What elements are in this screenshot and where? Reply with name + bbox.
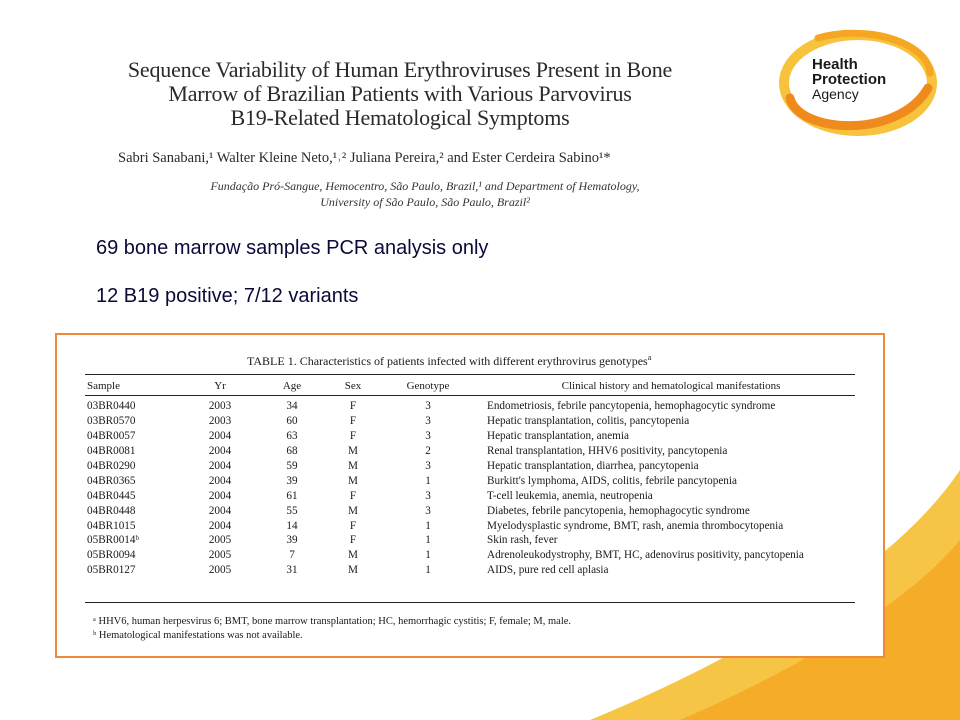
table-row (85, 473, 855, 488)
cell-sex: M (348, 564, 358, 577)
logo-line-2: Protection (812, 71, 887, 88)
cell-year: 2003 (208, 400, 232, 413)
table-row (85, 503, 855, 518)
cell-sample: 04BR0081 (87, 445, 136, 458)
cell-sample: 05BR0014ᵇ (87, 534, 139, 547)
cell-clinical-history: Skin rash, fever (487, 534, 558, 547)
cell-age: 31 (286, 564, 298, 577)
cell-year: 2004 (208, 519, 232, 532)
cell-clinical-history: Burkitt's lymphoma, AIDS, colitis, febrile pancytopenia (487, 474, 737, 487)
table-bottom-rule (85, 602, 855, 603)
cell-sex: F (349, 415, 357, 428)
cell-sex: F (349, 534, 357, 547)
table-caption (247, 353, 867, 369)
cell-age: 55 (286, 504, 298, 517)
cell-clinical-history: Diabetes, febrile pancytopenia, hemophagocytic syndrome (487, 504, 750, 517)
cell-age: 34 (286, 400, 298, 413)
table-header-row (85, 377, 855, 395)
cell-genotype: 2 (425, 445, 431, 458)
cell-sample: 05BR0094 (87, 549, 136, 562)
affiliation-line: University of São Paulo, São Paulo, Brazil² (320, 195, 530, 209)
paper-affiliation (165, 178, 685, 210)
cell-clinical-history: Adrenoleukodystrophy, BMT, HC, adenovirus positivity, pancytopenia (487, 549, 804, 562)
table-footnote-b: ᵇ Hematological manifestations was not available. (93, 630, 303, 641)
table-top-rule (85, 374, 855, 375)
logo-line-1: Health (812, 56, 858, 73)
cell-genotype: 3 (425, 489, 431, 502)
paper-title (100, 58, 700, 130)
affiliation-line: Fundação Pró-Sangue, Hemocentro, São Paulo, Brazil,¹ and Department of Hematology, (210, 179, 640, 193)
logo-line-3: Agency (812, 86, 859, 102)
cell-genotype: 1 (425, 564, 431, 577)
cell-sex: M (348, 504, 358, 517)
cell-age: 39 (286, 534, 298, 547)
cell-sample: 04BR0290 (87, 460, 136, 472)
paper-title-line: B19-Related Hematological Symptoms (230, 105, 570, 130)
cell-genotype: 1 (425, 519, 431, 532)
cell-year: 2004 (208, 430, 232, 443)
cell-age: 61 (286, 489, 298, 502)
cell-age: 59 (286, 460, 298, 472)
cell-sex: F (349, 519, 357, 532)
cell-age: 39 (286, 474, 298, 487)
table-caption-text: TABLE 1. Characteristics of patients infected with different erythrovirus genotypes (247, 354, 648, 368)
cell-sex: M (348, 474, 358, 487)
col-clinical-history: Clinical history and hematological manifestations (561, 380, 781, 392)
cell-genotype: 1 (425, 534, 431, 547)
col-genotype: Genotype (406, 380, 450, 392)
col-age: Age (282, 380, 302, 392)
cell-year: 2004 (208, 460, 232, 472)
cell-genotype: 3 (425, 400, 431, 413)
table-row (85, 548, 855, 563)
cell-year: 2004 (208, 504, 232, 517)
cell-age: 68 (286, 445, 298, 458)
cell-sample: 03BR0440 (87, 400, 136, 413)
table-row (85, 429, 855, 444)
cell-sex: M (348, 460, 358, 472)
table-row (85, 444, 855, 459)
cell-sex: M (348, 549, 358, 562)
cell-clinical-history: Hepatic transplantation, anemia (487, 430, 629, 443)
cell-clinical-history: Endometriosis, febrile pancytopenia, hemophagocytic syndrome (487, 400, 776, 413)
cell-genotype: 3 (425, 415, 431, 428)
bullet-positive-count: 12 B19 positive; 7/12 variants (96, 285, 359, 307)
cell-genotype: 3 (425, 460, 431, 472)
cell-sex: F (349, 430, 357, 443)
cell-age: 63 (286, 430, 298, 443)
table-row (85, 459, 855, 474)
cell-genotype: 3 (425, 504, 431, 517)
table-figure (55, 333, 885, 658)
cell-clinical-history: T-cell leukemia, anemia, neutropenia (487, 489, 653, 502)
table-footnote-a: ᵃ HHV6, human herpesvirus 6; BMT, bone marrow transplantation; HC, hemorrhagic cystitis; F, female; M, male. (93, 616, 572, 627)
table-row (85, 395, 855, 414)
table-row (85, 414, 855, 429)
col-sex: Sex (344, 380, 362, 392)
cell-clinical-history: Hepatic transplantation, diarrhea, pancytopenia (487, 460, 699, 472)
paper-title-line: Sequence Variability of Human Erythroviruses Present in Bone (127, 57, 673, 82)
bullet-sample-count: 69 bone marrow samples PCR analysis only (96, 237, 489, 259)
cell-clinical-history: AIDS, pure red cell aplasia (487, 564, 609, 577)
table-row (85, 488, 855, 503)
paper-authors: Sabri Sanabani,¹ Walter Kleine Neto,¹˒² Juliana Pereira,² and Ester Cerdeira Sabino¹* (118, 150, 611, 166)
paper-title-line: Marrow of Brazilian Patients with Various Parvovirus (168, 81, 632, 106)
cell-year: 2004 (208, 445, 232, 458)
cell-sample: 04BR1015 (87, 519, 136, 532)
table-row (85, 563, 855, 578)
cell-sex: M (348, 445, 358, 458)
cell-clinical-history: Hepatic transplantation, colitis, pancytopenia (487, 415, 690, 428)
cell-genotype: 1 (425, 549, 431, 562)
cell-sample: 03BR0570 (87, 415, 136, 428)
cell-year: 2003 (208, 415, 232, 428)
cell-age: 60 (286, 415, 298, 428)
cell-sample: 05BR0127 (87, 564, 136, 577)
hpa-logo-text (812, 57, 886, 102)
cell-genotype: 3 (425, 430, 431, 443)
cell-sample: 04BR0365 (87, 474, 136, 487)
cell-year: 2005 (208, 549, 232, 562)
table-row (85, 533, 855, 548)
cell-sex: F (349, 400, 357, 413)
cell-sex: F (349, 489, 357, 502)
cell-genotype: 1 (425, 474, 431, 487)
col-year: Yr (214, 380, 226, 392)
cell-sample: 04BR0057 (87, 430, 136, 443)
cell-year: 2004 (208, 489, 232, 502)
cell-year: 2004 (208, 474, 232, 487)
cell-sample: 04BR0448 (87, 504, 136, 517)
cell-year: 2005 (208, 564, 232, 577)
cell-sample: 04BR0445 (87, 489, 136, 502)
cell-clinical-history: Myelodysplastic syndrome, BMT, rash, anemia thrombocytopenia (487, 519, 784, 532)
cell-age: 14 (286, 519, 298, 532)
table-body (85, 395, 855, 578)
col-sample: Sample (87, 380, 120, 392)
cell-age: 7 (289, 549, 295, 562)
cell-clinical-history: Renal transplantation, HHV6 positivity, pancytopenia (487, 445, 728, 458)
table-caption-sup: a (647, 353, 652, 362)
table-row (85, 518, 855, 533)
patients-table (85, 377, 855, 578)
cell-year: 2005 (208, 534, 232, 547)
